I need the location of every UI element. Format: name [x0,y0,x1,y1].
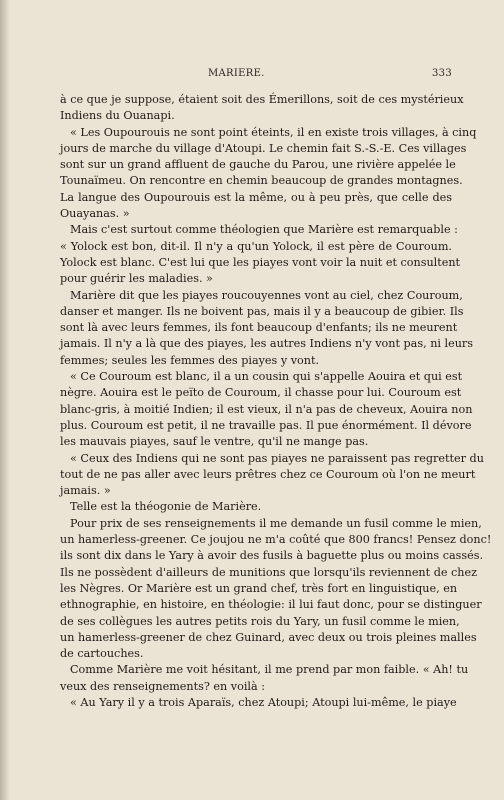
text-line: nègre. Aouira est le peïto de Couroum, il chasse pour lui. Couroum est [60,386,462,400]
text-line: Tounaïmeu. On rencontre en chemin beaucoup de grandes montagnes. [60,174,463,188]
text-line: Mais c'est surtout comme théologien que Marière est remarquable : [70,223,458,237]
text-line: à ce que je suppose, étaient soit des Émerillons, soit de ces mystérieux [60,93,464,106]
body-text [60,92,492,711]
text-line: jamais. » [60,484,111,498]
text-line: un hamerless-greener de chez Guinard, avec deux ou trois pleines malles [60,630,477,644]
text-line: Yolock est blanc. C'est lui que les piayes vont voir la nuit et consultent [60,255,461,269]
text-line: Ouayanas. » [60,207,130,221]
text-line: plus. Couroum est petit, il ne travaille pas. Il pue énormément. Il dévore [60,418,472,432]
text-line: Comme Marière me voit hésitant, il me prend par mon faible. « Ah! tu [70,663,469,677]
text-line: Ils ne possèdent d'ailleurs de munitions que lorsqu'ils reviennent de chez [60,565,478,579]
text-line: Pour prix de ses renseignements il me demande un fusil comme le mien, [70,516,482,530]
text-line: ils sont dix dans le Yary à avoir des fusils à baguette plus ou moins cassés. [60,549,484,563]
page-binding-shadow [0,0,10,800]
text-line: un hamerless-greener. Ce joujou ne m'a coûté que 800 francs! Pensez donc! [60,533,492,547]
text-line: Marière dit que les piayes roucouyennes vont au ciel, chez Couroum, [70,288,463,302]
running-title: MARIERE. [208,68,265,79]
text-line: « Au Yary il y a trois Aparaïs, chez Atoupi; Atoupi lui-même, le piaye [70,695,457,709]
text-line: jamais. Il n'y a là que des piayes, les autres Indiens n'y vont pas, ni leurs [60,337,474,351]
page-header [60,68,452,84]
text-line: veux des renseignements? en voilà : [60,679,266,693]
text-line: « Yolock est bon, dit-il. Il n'y a qu'un Yolock, il est père de Couroum. [60,239,452,253]
text-line: blanc-gris, à moitié Indien; il est vieux, il n'a pas de cheveux, Aouira non [60,402,473,416]
text-line: ethnographie, en histoire, en théologie: il lui faut donc, pour se distinguer [60,598,482,612]
text-line: de cartouches. [60,647,144,661]
text-line: tout de ne pas aller avec leurs prêtres chez ce Couroum où l'on ne meurt [60,467,476,481]
text-line: « Les Oupourouis ne sont point éteints, il en existe trois villages, à cinq [70,125,477,139]
text-line: jours de marche du village d'Atoupi. Le chemin fait S.-S.-E. Ces villages [60,141,467,155]
text-line: sont là avec leurs femmes, ils font beaucoup d'enfants; ils ne meurent [60,321,458,335]
text-line: de ses collègues les autres petits rois du Yary, un fusil comme le mien, [60,614,460,628]
text-line: Telle est la théogonie de Marière. [70,500,262,514]
text-line: pour guérir les maladies. » [60,272,213,286]
text-line: La langue des Oupourouis est la même, ou à peu près, que celle des [60,190,452,204]
text-line: les Nègres. Or Marière est un grand chef, très fort en linguistique, en [60,581,458,595]
text-line: femmes; seules les femmes des piayes y vont. [60,353,320,367]
text-line: Indiens du Ouanapi. [60,109,175,123]
text-line: danser et manger. Ils ne boivent pas, mais il y a beaucoup de gibier. Ils [60,304,464,318]
text-line: les mauvais piayes, sauf le ventre, qu'il ne mange pas. [60,435,369,449]
text-line: sont sur un grand affluent de gauche du Parou, une rivière appelée le [60,158,456,172]
page-number: 333 [432,68,452,79]
text-line: « Ceux des Indiens qui ne sont pas piayes ne paraissent pas regretter du [70,451,484,465]
text-line: « Ce Couroum est blanc, il a un cousin qui s'appelle Aouira et qui est [70,370,463,384]
